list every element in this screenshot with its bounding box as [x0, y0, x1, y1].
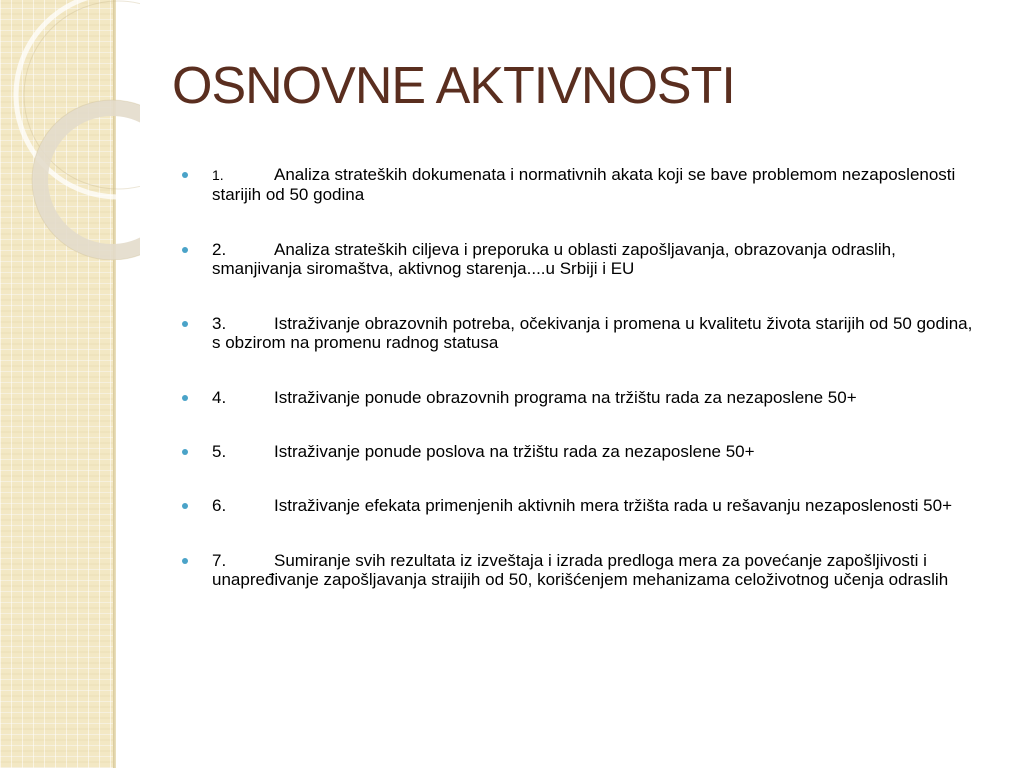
list-item: [182, 388, 982, 407]
item-text: Sumiranje svih rezultata iz izveštaja i izrada predloga mera za povećanje zapošljivosti i unapređivanje zapošljavanja straijih od 50, korišćenjem mehanizama celoživotnog učenja odraslih: [212, 551, 949, 589]
item-text: Istraživanje ponude obrazovnih programa na tržištu rada za nezaposlene 50+: [274, 388, 857, 407]
item-number: 2.: [212, 240, 227, 259]
bullet-dot-icon: [182, 449, 188, 455]
item-number: 7.: [212, 551, 227, 570]
item-number: 6.: [212, 496, 227, 515]
bullet-dot-icon: [182, 247, 188, 253]
bullet-dot-icon: [182, 321, 188, 327]
slide-content: [182, 165, 982, 625]
bullet-dot-icon: [182, 558, 188, 564]
list-item: [182, 165, 982, 204]
item-text: Analiza strateških ciljeva i preporuka u oblasti zapošljavanja, obrazovanja odraslih, smanjivanja siromaštva, aktivnog starenja....u Srbiji i EU: [212, 240, 896, 278]
slide-title: OSNOVNE AKTIVNOSTI: [172, 57, 735, 115]
item-text: Analiza strateških dokumenata i normativnih akata koji se bave problemom nezaposlenosti starijih od 50 godina: [212, 165, 956, 204]
list-item: [182, 314, 982, 352]
list-item: [182, 551, 982, 589]
item-text: Istraživanje efekata primenjenih aktivnih mera tržišta rada u rešavanju nezaposlenosti 50+: [274, 496, 953, 515]
item-text: Istraživanje obrazovnih potreba, očekivanja i promena u kvalitetu života starijih od 50 godina, s obzirom na promenu radnog statusa: [212, 314, 973, 352]
bullet-dot-icon: [182, 503, 188, 509]
decorative-side-strip: [0, 0, 113, 768]
item-number: 3.: [212, 314, 227, 333]
activity-list: [182, 165, 982, 589]
side-strip-edge: [113, 0, 116, 768]
item-number: 1.: [212, 167, 224, 183]
list-item: [182, 496, 982, 515]
item-number: 4.: [212, 388, 227, 407]
bullet-dot-icon: [182, 172, 188, 178]
item-number: 5.: [212, 442, 227, 461]
item-text: Istraživanje ponude poslova na tržištu rada za nezaposlene 50+: [274, 442, 755, 461]
list-item: [182, 240, 982, 278]
bullet-dot-icon: [182, 395, 188, 401]
list-item: [182, 442, 982, 461]
